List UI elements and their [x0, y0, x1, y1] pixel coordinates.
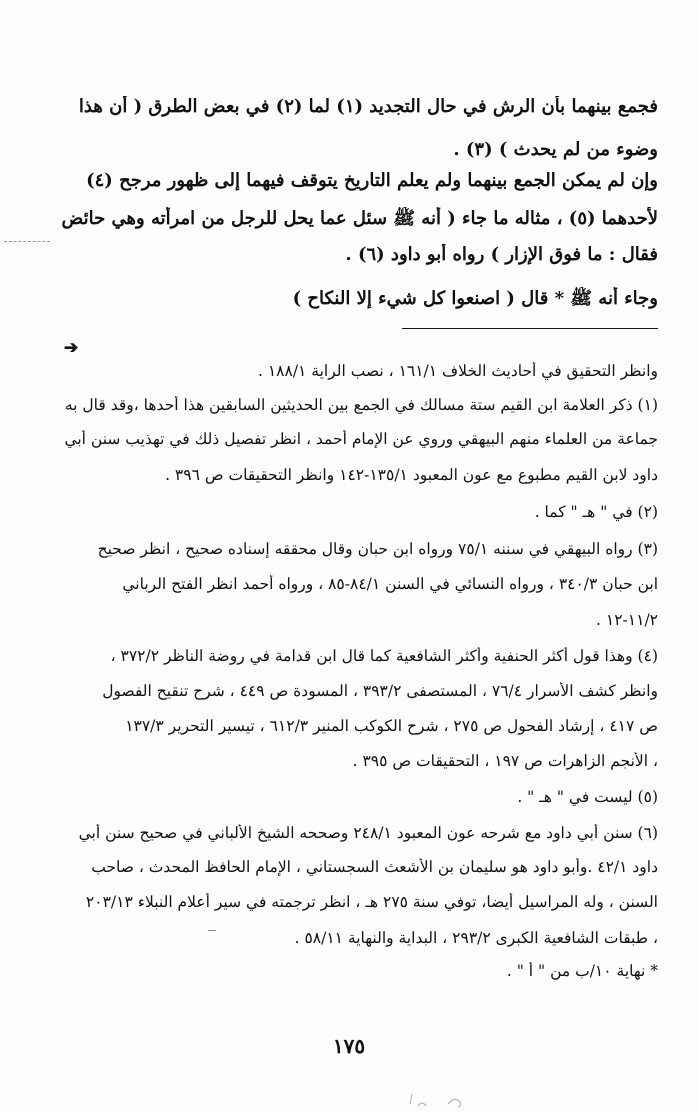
footnote-line: (٤) وهذا قول أكثر الحنفية وأكثر الشافعية كما قال ابن قدامة في روضة الناظر ٣٧٢/٢ ، — [110, 647, 658, 665]
main-text-line-1: فجمع بينهما بأن الرش في حال التجديد (١) لما (٢) في بعض الطرق ( أن هذا — [78, 96, 658, 117]
margin-dash — [4, 241, 50, 242]
footnote-line: جماعة من العلماء منهم البيهقي وروي عن الإمام أحمد ، انظر تفصيل ذلك في تهذيب سنن أبي — [64, 430, 658, 448]
margin-mark — [208, 930, 216, 931]
footnote-line: * نهاية ١٠/ب من " أ " . — [506, 962, 658, 980]
main-text-line-5: فقال : ما فوق الإزار ) رواه أبو داود (٦) . — [345, 244, 658, 265]
main-text-line-6: وجاء أنه ﷺ * قال ( اصنعوا كل شيء إلا النكاح ) — [292, 288, 658, 309]
footnote-line: داود لابن القيم مطبوع مع عون المعبود ١٣٥/١-١٤٢ وانظر التحقيقات ص ٣٩٦ . — [165, 466, 658, 484]
footnote-line: ١١/٢-١٢ . — [596, 611, 658, 629]
footnote-line: السنن ، وله المراسيل أيضا، توفي سنة ٢٧٥ هـ ، انظر ترجمته في سير أعلام النبلاء ٢٠٣/١٣ — [85, 893, 658, 911]
footnote-line: (٣) رواه البيهقي في سننه ٧٥/١ ورواه ابن حبان وقال محققه إسناده صحيح ، انظر صحيح — [97, 540, 658, 558]
footnote-line: (١) ذكر العلامة ابن القيم ستة مسالك في الجمع بين الحديثين السابقين هذا أحدها ،وقد قال به — [64, 396, 658, 414]
main-text-line-3: وإن لم يمكن الجمع بينهما ولم يعلم التاريخ يتوقف فيهما إلى ظهور مرجح (٤) — [86, 170, 658, 191]
main-text-line-4: لأحدهما (٥) ، مثاله ما جاء ( أنه ﷺ سئل عما يحل للرجل من امرأته وهي حائض — [61, 208, 658, 229]
pencil-mark — [408, 1092, 468, 1112]
footnote-line: وانظر التحقيق في أحاديث الخلاف ١٦١/١ ، نصب الراية ١٨٨/١ . — [257, 362, 658, 380]
footnote-line: ، الأنجم الزاهرات ص ١٩٧ ، التحقيقات ص ٣٩٥ . — [352, 752, 658, 770]
footnote-divider — [402, 328, 658, 329]
page-number: ١٧٥ — [332, 1034, 366, 1058]
continuation-arrow-icon: ➔ — [64, 338, 79, 358]
footnote-line: ، طبقات الشافعية الكبرى ٢٩٣/٢ ، البداية والنهاية ٥٨/١١ . — [294, 929, 658, 947]
footnote-line: وانظر كشف الأسرار ٧٦/٤ ، المستصفى ٣٩٣/٢ ، المسودة ص ٤٤٩ ، شرح تنقيح الفصول — [102, 682, 658, 700]
footnote-line: ص ٤١٧ ، إرشاد الفحول ص ٢٧٥ ، شرح الكوكب المنير ٦١٢/٣ ، تيسير التحرير ١٣٧/٣ — [125, 717, 658, 735]
footnote-line: (٥) ليست في " هـ " . — [517, 788, 658, 806]
main-text-line-2: وضوء من لم يحدث ) (٣) . — [453, 139, 658, 160]
footnote-line: داود ٤٢/١ .وأبو داود هو سليمان بن الأشعث السجستاني ، الإمام الحافظ المحدث ، صاحب — [91, 858, 658, 876]
footnote-line: (٢) في " هـ " كما . — [534, 503, 658, 521]
footnote-line: (٦) سنن أبي داود مع شرحه عون المعبود ٢٤٨/١ وصححه الشيخ الألباني في صحيح سنن أبي — [78, 824, 658, 842]
footnote-line: ابن حبان ٣٤٠/٣ ، ورواه النسائي في السنن ٨٤/١-٨٥ ، ورواه أحمد انظر الفتح الرباني — [122, 575, 658, 593]
